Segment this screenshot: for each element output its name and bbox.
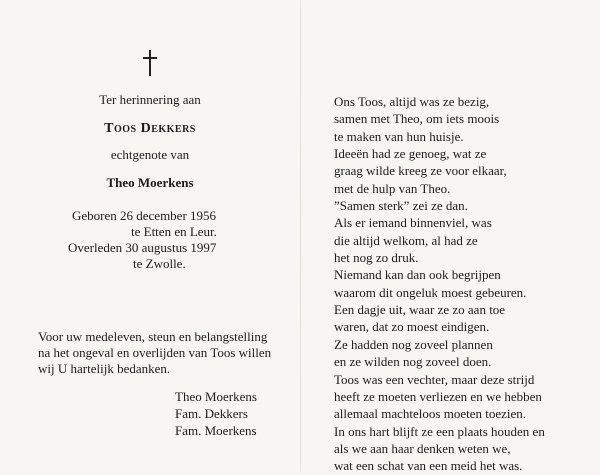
- poem-line: Een dagje uit, waar ze zo aan toe: [334, 302, 506, 318]
- thanks-line: na het ongeval en overlijden van Toos willen: [38, 345, 272, 360]
- poem-line: wat een schat van een meid het was.: [334, 458, 523, 474]
- left-panel: [0, 0, 300, 472]
- born-line: Geboren 26 december 1956: [72, 208, 217, 223]
- died-line: Overleden 30 augustus 1997: [68, 240, 217, 255]
- poem-line: Als er iemand binnenviel, was: [334, 215, 492, 231]
- poem-line: heeft ze moeten verliezen en we hebben: [334, 388, 542, 404]
- thanks-line: wij U hartelijk bedanken.: [38, 361, 171, 376]
- poem-line: Toos was een vechter, maar deze strijd: [334, 371, 535, 387]
- deceased-name: Toos Dekkers: [104, 121, 196, 136]
- signature-line: Theo Moerkens: [175, 389, 257, 404]
- poem-line: die altijd welkom, al had ze: [334, 232, 478, 248]
- relation-text: echtgenote van: [110, 147, 190, 162]
- poem-line: graag wilde kreeg ze voor elkaar,: [334, 163, 507, 179]
- born-place: te Etten en Leur.: [131, 224, 217, 239]
- poem-line: Niemand kan dan ook begrijpen: [334, 267, 501, 283]
- poem-line: ”Samen sterk” zei ze dan.: [334, 198, 468, 214]
- signature-line: Fam. Moerkens: [175, 423, 257, 438]
- died-place: te Zwolle.: [133, 256, 186, 271]
- poem-line: te maken van hun huisje.: [334, 128, 464, 144]
- poem-line: Ideeën had ze genoeg, wat ze: [334, 146, 487, 162]
- poem-line: allemaal machteloos moeten toezien.: [334, 406, 527, 422]
- poem: [334, 93, 545, 475]
- poem-line: als we aan haar denken weten we,: [334, 440, 511, 456]
- cross-icon: [143, 50, 157, 76]
- poem-line: In ons hart blijft ze een plaats houden en: [334, 423, 545, 439]
- thanks-line: Voor uw medeleven, steun en belangstelling: [38, 329, 268, 344]
- intro-text: Ter herinnering aan: [99, 92, 201, 107]
- poem-line: waren, dat zo moest eindigen.: [334, 319, 490, 335]
- poem-line: waarom dit ongeluk moest gebeuren.: [334, 284, 527, 300]
- poem-line: samen met Theo, om iets moois: [334, 111, 500, 127]
- poem-line: het nog zo druk.: [334, 250, 419, 266]
- spouse-name: Theo Moerkens: [106, 175, 194, 190]
- poem-line: Ze hadden nog zoveel plannen: [334, 336, 493, 352]
- signature-line: Fam. Dekkers: [175, 406, 248, 421]
- poem-line: met de hulp van Theo.: [334, 180, 451, 196]
- poem-line: en ze wilden nog zoveel doen.: [334, 354, 492, 370]
- poem-line: Ons Toos, altijd was ze bezig,: [334, 94, 490, 109]
